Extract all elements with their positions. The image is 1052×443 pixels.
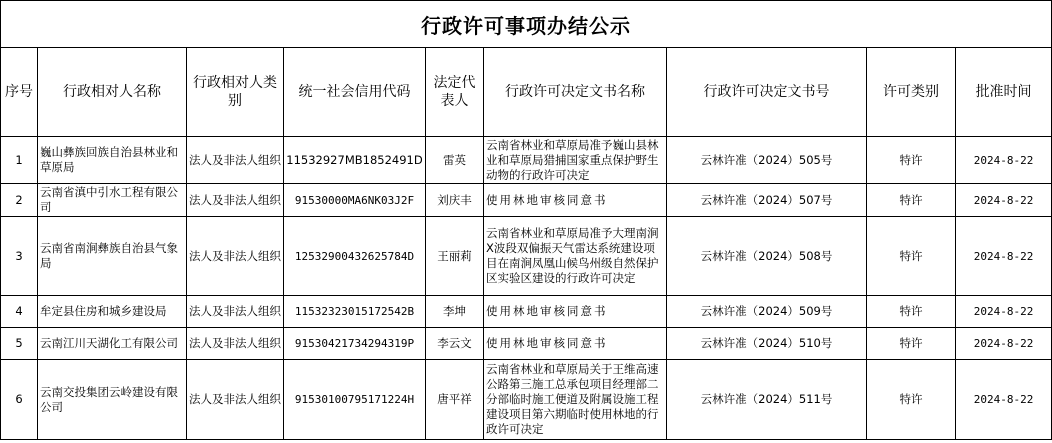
cell-category: 法人及非法人组织 (187, 184, 284, 217)
cell-credit-code: 91530000MA6NK03J2F (284, 184, 426, 217)
cell-doc-name: 云南省林业和草原局关于王维高速公路第三施工总承包项目经理部二分部临时施工便道及附属设施工程建设项目第六期临时使用林地的行政许可决定 (484, 360, 667, 440)
header-credit-code: 统一社会信用代码 (284, 48, 426, 137)
cell-credit-code: 12532900432625784D (284, 217, 426, 296)
cell-doc-name: 云南省林业和草原局准予大理南涧X波段双偏振天气雷达系统建设项目在南涧凤凰山候鸟州级自然保护区实验区建设的行政许可决定 (484, 217, 667, 296)
cell-date: 2024-8-22 (956, 137, 1052, 184)
table-row (1, 296, 1052, 328)
cell-permit-type: 特许 (867, 328, 956, 360)
cell-doc-no: 云林许准（2024）511号 (667, 360, 867, 440)
cell-doc-no: 云林许准（2024）507号 (667, 184, 867, 217)
table-row (1, 328, 1052, 360)
cell-legal-rep: 王丽莉 (426, 217, 484, 296)
cell-seq: 3 (1, 217, 38, 296)
cell-date: 2024-8-22 (956, 328, 1052, 360)
cell-legal-rep: 李坤 (426, 296, 484, 328)
cell-doc-no: 云林许准（2024）508号 (667, 217, 867, 296)
cell-category: 法人及非法人组织 (187, 328, 284, 360)
cell-legal-rep: 雷英 (426, 137, 484, 184)
cell-credit-code: 11532927MB1852491D (284, 137, 426, 184)
header-name: 行政相对人名称 (38, 48, 187, 137)
header-doc-no: 行政许可决定文书号 (667, 48, 867, 137)
cell-doc-no: 云林许准（2024）505号 (667, 137, 867, 184)
cell-doc-name: 云南省林业和草原局准予巍山县林业和草原局猎捕国家重点保护野生动物的行政许可决定 (484, 137, 667, 184)
table-row (1, 137, 1052, 184)
cell-credit-code: 11532323015172542B (284, 296, 426, 328)
cell-seq: 6 (1, 360, 38, 440)
cell-permit-type: 特许 (867, 184, 956, 217)
cell-name: 云南交投集团云岭建设有限公司 (38, 360, 187, 440)
header-permit-type: 许可类别 (867, 48, 956, 137)
header-category: 行政相对人类别 (187, 48, 284, 137)
cell-doc-name: 使用林地审核同意书 (484, 296, 667, 328)
cell-credit-code: 91530421734294319P (284, 328, 426, 360)
cell-doc-no: 云林许准（2024）509号 (667, 296, 867, 328)
header-date: 批准时间 (956, 48, 1052, 137)
cell-doc-name: 使用林地审核同意书 (484, 184, 667, 217)
header-doc-name: 行政许可决定文书名称 (484, 48, 667, 137)
cell-permit-type: 特许 (867, 360, 956, 440)
cell-category: 法人及非法人组织 (187, 217, 284, 296)
cell-seq: 5 (1, 328, 38, 360)
table-row (1, 184, 1052, 217)
table-row (1, 217, 1052, 296)
cell-name: 云南省南涧彝族自治县气象局 (38, 217, 187, 296)
cell-doc-no: 云林许准（2024）510号 (667, 328, 867, 360)
cell-legal-rep: 唐平祥 (426, 360, 484, 440)
cell-credit-code: 91530100795171224H (284, 360, 426, 440)
cell-seq: 1 (1, 137, 38, 184)
cell-doc-name: 使用林地审核同意书 (484, 328, 667, 360)
table-row (1, 360, 1052, 440)
cell-name: 牟定县住房和城乡建设局 (38, 296, 187, 328)
cell-legal-rep: 李云文 (426, 328, 484, 360)
header-seq: 序号 (1, 48, 38, 137)
cell-permit-type: 特许 (867, 137, 956, 184)
cell-date: 2024-8-22 (956, 184, 1052, 217)
cell-seq: 4 (1, 296, 38, 328)
header-row (1, 48, 1052, 137)
page-title: 行政许可事项办结公示 (1, 1, 1052, 48)
cell-legal-rep: 刘庆丰 (426, 184, 484, 217)
header-legal-rep: 法定代表人 (426, 48, 484, 137)
cell-seq: 2 (1, 184, 38, 217)
cell-name: 云南省滇中引水工程有限公司 (38, 184, 187, 217)
cell-date: 2024-8-22 (956, 360, 1052, 440)
cell-date: 2024-8-22 (956, 217, 1052, 296)
cell-category: 法人及非法人组织 (187, 296, 284, 328)
cell-permit-type: 特许 (867, 217, 956, 296)
cell-date: 2024-8-22 (956, 296, 1052, 328)
cell-name: 巍山彝族回族自治县林业和草原局 (38, 137, 187, 184)
cell-permit-type: 特许 (867, 296, 956, 328)
cell-name: 云南江川天湖化工有限公司 (38, 328, 187, 360)
cell-category: 法人及非法人组织 (187, 137, 284, 184)
cell-category: 法人及非法人组织 (187, 360, 284, 440)
